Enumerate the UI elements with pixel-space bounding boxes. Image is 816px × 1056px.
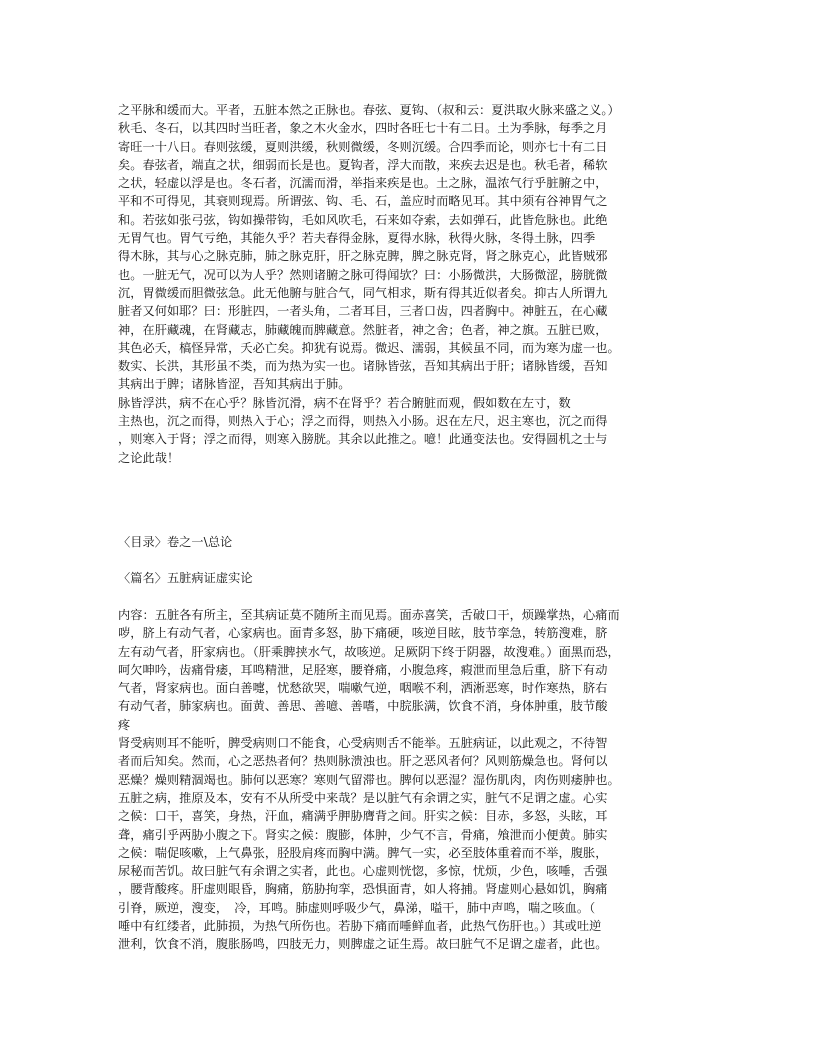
- text-line: 唾中有红缕者，此肺损，为热气所伤也。若胁下痛而唾鲜血者，此热气伤肝也。）其或吐逆: [118, 919, 602, 934]
- chapter-content-paragraph: [118, 606, 718, 954]
- text-line: 和。若弦如张弓弦，钩如操带钩，毛如风吹毛，石来如夺索，去如弹石，此皆危脉也。此绝: [118, 212, 608, 227]
- text-line: 脏者又何如耶？曰：形脏四，一者头角，二者耳目，三者口齿，四者胸中。神脏五，在心藏: [118, 304, 608, 319]
- text-line: 聋，痛引乎两胁小腹之下。肾实之候：腹膨，体肿，少气不言，骨痛，飧泄而小便黄。肺实: [118, 827, 608, 842]
- text-line: 尿秘而苦饥。故曰脏气有余谓之实者，此也。心虚则恍惚，多惊，忧烦，少色，咳唾，舌强: [118, 864, 608, 879]
- text-line: 之候：口干，喜笑，身热，汗血，痛满乎胛胁膺背之间。肝实之候：目赤，多怒，头眩，耳: [118, 809, 608, 824]
- chapter-title: 〈篇名〉五脏病证虚实论: [118, 571, 253, 585]
- text-line: 无胃气也。胃气亏绝，其能久乎？若夫春得金脉，夏得水脉，秋得火脉，冬得土脉，四季: [118, 231, 596, 246]
- text-line: 气者，肾家病也。面白善嚏，忧愁欲哭，喘嗽气逆，咽喉不利，洒淅恶寒，时作寒热，脐右: [118, 681, 608, 696]
- text-line: 矣。春弦者，端直之状，细弱而长是也。夏钩者，浮大而散，来疾去迟是也。秋毛者，稀软: [118, 157, 608, 172]
- text-line: 也。一脏无气，况可以为人乎？然则诸腑之脉可得闻欤？曰：小肠微洪，大肠微涩，膀胱微: [118, 267, 608, 282]
- text-line: 主热也，沉之而得，则热入于心；浮之而得，则热入小肠。迟在左尺，迟主寒也，沉之而得: [118, 414, 608, 429]
- pulse-discussion-paragraph: [118, 101, 718, 467]
- text-line: 其病出于脾；诸脉皆涩，吾知其病出于肺。: [118, 377, 351, 392]
- text-line: 之候：喘促咳嗽，上气鼻张，胫股肩疼而胸中满。脾气一实，必至肢体重着而不举，腹胀，: [118, 845, 608, 860]
- text-line: 其色必夭，槁怪异常，夭必亡矣。抑犹有说焉。微迟、濡弱，其候虽不同，而为寒为虚一也。: [118, 340, 620, 355]
- text-line: 哕，脐上有动气者，心家病也。面青多怒，胁下痛硬，咳逆目眩，肢节挛急，转筋溲难，脐: [118, 626, 608, 641]
- catalog-heading: 〈目录〉卷之一\总论: [118, 535, 233, 549]
- text-line: 泄利，饮食不消，腹胀肠鸣，四肢无力，则脾虚之证生焉。故曰脏气不足谓之虚者，此也。: [118, 937, 608, 952]
- text-line: 五脏之病，推原及本，安有不从所受中来哉？是以脏气有余谓之实，脏气不足谓之虚。心实: [118, 790, 608, 805]
- text-line: 得木脉，其与心之脉克肺，肺之脉克肝，肝之脉克脾，脾之脉克肾，肾之脉克心，此皆贼邪: [118, 249, 608, 264]
- text-line: 神，在肝藏魂，在肾藏志，肺藏魄而脾藏意。然脏者，神之舍；色者，神之旗。五脏已败，: [118, 322, 608, 337]
- text-line: 呵欠呻吟，齿痛骨痿，耳鸣精泄，足胫寒，腰脊痛，小腹急疼，瘕泄而里急后重，脐下有动: [118, 662, 608, 677]
- text-line: 数实、长洪，其形虽不类，而为热为实一也。诸脉皆弦，吾知其病出于肝；诸脉皆缓，吾知: [118, 359, 608, 374]
- text-line: 恶燥？燥则精涸竭也。肺何以恶寒？寒则气留滞也。脾何以恶湿？湿伤肌肉，肉伤则痿肿也。: [118, 772, 620, 787]
- text-line: 有动气者，肺家病也。面黄、善思、善噫、善嗜，中脘胀满，饮食不消，身体肿重，肢节酸: [118, 699, 608, 714]
- text-line: 之状，轻虚以浮是也。冬石者，沉濡而滑，举指来疾是也。土之脉，温浓气行乎脏腑之中，: [118, 176, 608, 191]
- text-line: 者而后知矣。然而，心之恶热者何？热则脉溃浊也。肝之恶风者何？风则筋燥急也。肾何以: [118, 754, 608, 769]
- text-line: ，则寒入于肾；浮之而得，则寒入膀胱。其余以此推之。噫！此通变法也。安得圆机之士与: [118, 432, 608, 447]
- text-line: 之平脉和缓而大。平者，五脏本然之正脉也。春弦、夏钩、（叔和云：夏洪取火脉来盛之义。）: [118, 103, 620, 117]
- text-line: 左有动气者，肝家病也。（肝乘脾挟水气，故咳逆。足厥阴下终于阴器，故溲难。）面黑而恐，: [118, 644, 620, 659]
- text-line: 内容：五脏各有所主，至其病证莫不随所主而见焉。面赤喜笑，舌破口干，烦躁掌热，心痛而: [118, 608, 620, 622]
- text-line: 脉皆浮洪，病不在心乎？脉皆沉滑，病不在肾乎？若合腑脏而观，假如数在左寸，数: [118, 395, 571, 410]
- text-line: 沉，胃微缓而胆微弦急。此无他腑与脏合气，同气相求，斯有得其近似者矣。抑古人所谓九: [118, 285, 608, 300]
- text-line: 肾受病则耳不能听，脾受病则口不能食，心受病则舌不能举。五脏病证，以此观之，不待智: [118, 736, 608, 751]
- text-line: 引脊，厥逆，溲变， 冷，耳鸣。肺虚则呼吸少气，鼻涕，嗌干，肺中声鸣，喘之咳血。（: [118, 900, 596, 915]
- text-line: 疼: [118, 717, 131, 732]
- text-line: ，腰背酸疼。肝虚则眼昏，胸痛，筋胁拘挛，恐惧面青，如人将捕。肾虚则心悬如饥，胸痛: [118, 882, 608, 897]
- text-line: 平和不可得见，其衰则现焉。所谓弦、钩、毛、石，盖应时而略见耳。其中须有谷神胃气之: [118, 194, 608, 209]
- text-line: 寄旺一十八日。春则弦缓，夏则洪缓，秋则微缓，冬则沉缓。合四季而论，则亦七十有二日: [118, 139, 608, 154]
- text-line: 秋毛、冬石，以其四时当旺者，象之木火金水，四时各旺七十有二日。土为季脉，每季之月: [118, 121, 608, 136]
- text-line: 之论此哉！: [118, 450, 180, 465]
